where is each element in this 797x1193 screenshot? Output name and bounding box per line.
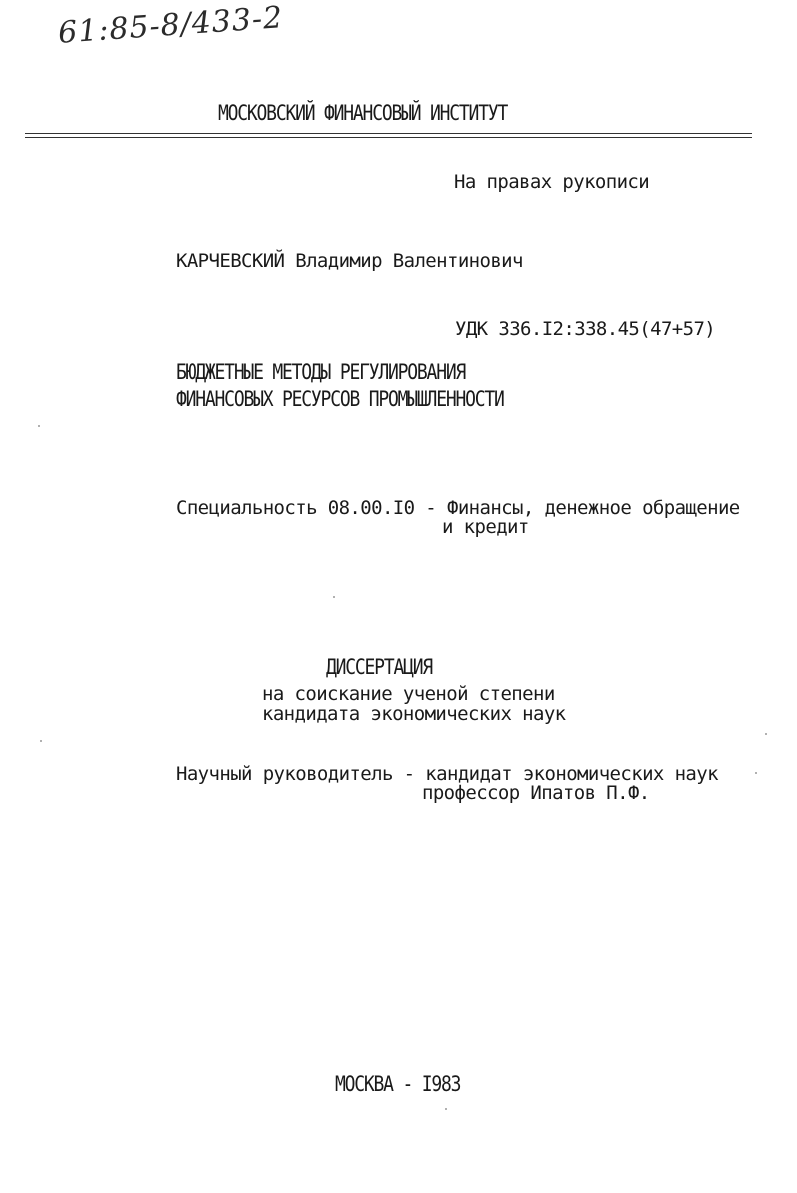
supervisor-line-1: Научный руководитель - кандидат экономических наук [176,763,718,785]
header-divider-bottom [25,137,752,138]
paper-speck [755,772,757,774]
thesis-title-line-2: ФИНАНСОВЫХ РЕСУРСОВ ПРОМЫШЛЕННОСТИ [176,387,504,412]
paper-speck [445,1108,447,1110]
dissertation-degree-line-2: кандидата экономических наук [262,703,566,725]
supervisor-line-2: профессор Ипатов П.Ф. [422,782,650,804]
paper-speck [40,740,42,742]
institute-name: МОСКОВСКИЙ ФИНАНСОВЫЙ ИНСТИТУТ [218,101,508,126]
header-divider-top [25,133,752,134]
author-name: КАРЧЕВСКИЙ Владимир Валентинович [176,250,523,272]
dissertation-degree-line-1: на соискание ученой степени [262,683,555,705]
thesis-title-line-1: БЮДЖЕТНЫЕ МЕТОДЫ РЕГУЛИРОВАНИЯ [176,360,466,385]
specialty-line-2: и кредит [442,516,529,538]
paper-speck [38,425,40,427]
paper-speck [765,733,767,735]
handwritten-archive-code: 61:85-8/433-2 [57,0,285,51]
dissertation-heading: ДИССЕРТАЦИЯ [326,655,433,680]
city-year-footer: МОСКВА - I983 [335,1072,461,1097]
paper-speck [333,596,335,598]
udc-code: УДК 336.I2:338.45(47+57) [455,318,716,340]
specialty-line-1: Специальность 08.00.I0 - Финансы, денежное обращение [176,497,740,519]
manuscript-rights-note: На правах рукописи [454,171,650,193]
